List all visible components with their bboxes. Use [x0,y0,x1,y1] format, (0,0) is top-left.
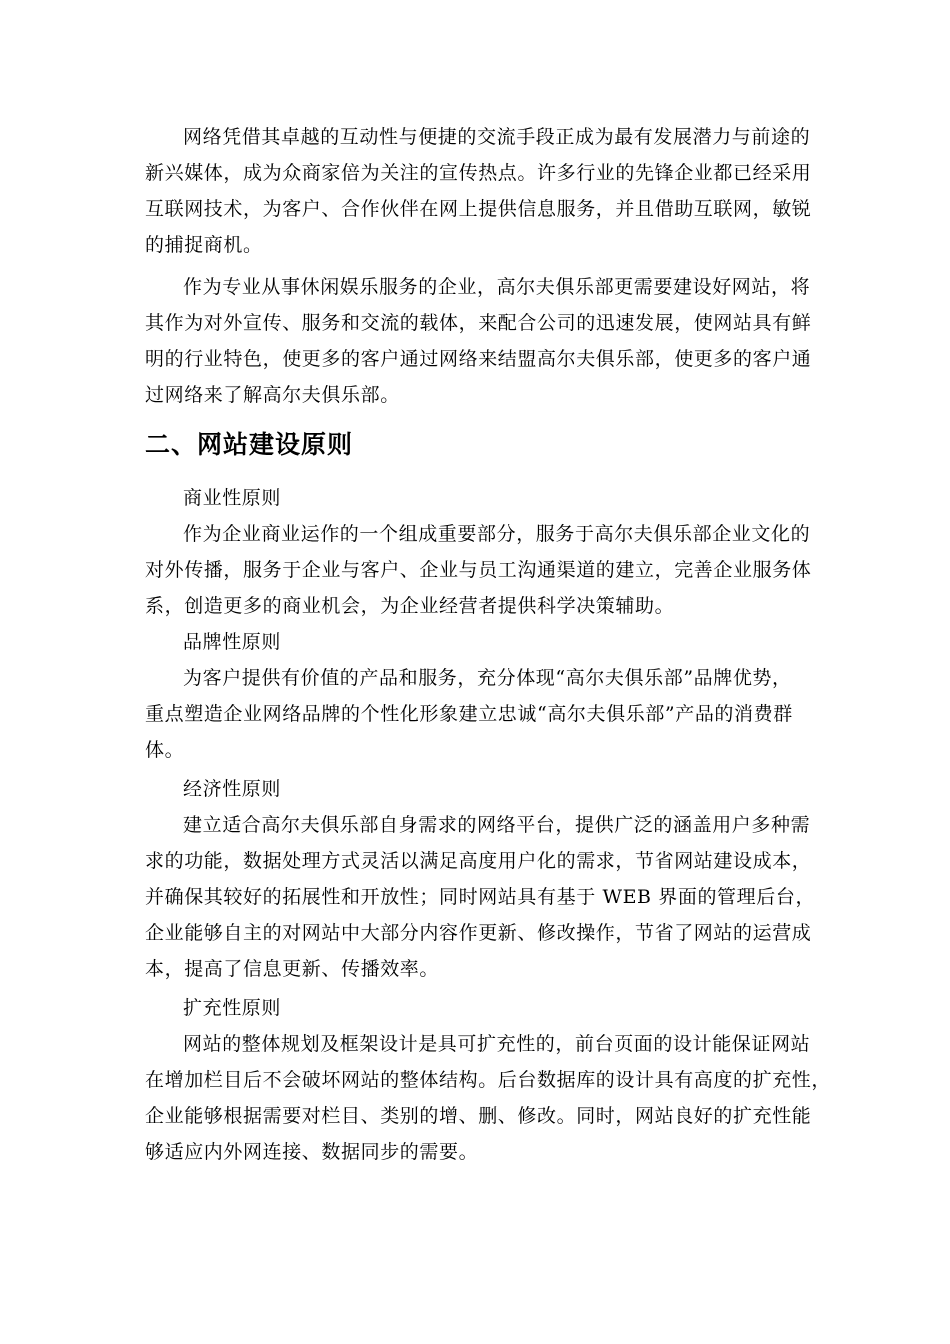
principle-commercial-line-3: 系，创造更多的商业机会，为企业经营者提供科学决策辅助。 [145,595,675,617]
intro-p2-line-3: 明的行业特色，使更多的客户通过网络来结盟高尔夫俱乐部，使更多的客户通 [145,348,812,370]
principle-scalable-line-1: 网站的整体规划及框架设计是具可扩充性的，前台页面的设计能保证网站 [183,1033,811,1055]
principle-commercial-line-1: 作为企业商业运作的一个组成重要部分，服务于高尔夫俱乐部企业文化的 [183,523,811,545]
intro-p1-line-4: 的捕捉商机。 [145,234,263,256]
principle-scalable-line-3: 企业能够根据需要对栏目、类别的增、删、修改。同时，网站良好的扩充性能 [145,1105,812,1127]
principle-economic-line-5: 本，提高了信息更新、传播效率。 [145,958,440,980]
principle-scalable-line-4: 够适应内外网连接、数据同步的需要。 [145,1141,479,1163]
principle-scalable-line-2: 在增加栏目后不会破坏网站的整体结构。后台数据库的设计具有高度的扩充性， [145,1069,832,1091]
intro-p2-line-1: 作为专业从事休闲娱乐服务的企业，高尔夫俱乐部更需要建设好网站，将 [183,276,811,298]
principle-economic-line-4: 企业能够自主的对网站中大部分内容作更新、修改操作，节省了网站的运营成 [145,922,812,944]
principle-economic-line-1: 建立适合高尔夫俱乐部自身需求的网络平台，提供广泛的涵盖用户多种需 [183,814,811,836]
section-heading: 二、网站建设原则 [145,430,354,459]
intro-p1-line-3: 互联网技术，为客户、合作伙伴在网上提供信息服务，并且借助互联网，敏锐 [145,198,812,220]
principle-brand-line-3: 体。 [145,739,185,761]
intro-p1-line-1: 网络凭借其卓越的互动性与便捷的交流手段正成为最有发展潜力与前途的 [183,126,811,148]
principle-economic-line-2: 求的功能，数据处理方式灵活以满足高度用户化的需求，节省网站建设成本， [145,850,812,872]
intro-p2-line-4: 过网络来了解高尔夫俱乐部。 [145,384,400,406]
principle-brand-line-2: 重点塑造企业网络品牌的个性化形象建立忠诚“高尔夫俱乐部”产品的消费群 [145,703,793,725]
principle-title-commercial: 商业性原则 [183,487,282,509]
principle-title-economic: 经济性原则 [183,778,282,800]
principle-brand-line-1: 为客户提供有价值的产品和服务，充分体现“高尔夫俱乐部”品牌优势， [183,667,792,689]
principle-commercial-line-2: 对外传播，服务于企业与客户、企业与员工沟通渠道的建立，完善企业服务体 [145,559,812,581]
intro-p2-line-2: 其作为对外宣传、服务和交流的载体，来配合公司的迅速发展，使网站具有鲜 [145,312,812,334]
principle-title-scalable: 扩充性原则 [183,997,282,1019]
principle-title-brand: 品牌性原则 [183,631,282,653]
intro-p1-line-2: 新兴媒体，成为众商家倍为关注的宣传热点。许多行业的先锋企业都已经采用 [145,162,812,184]
principle-economic-line-3: 并确保其较好的拓展性和开放性；同时网站具有基于 WEB 界面的管理后台， [145,886,816,908]
